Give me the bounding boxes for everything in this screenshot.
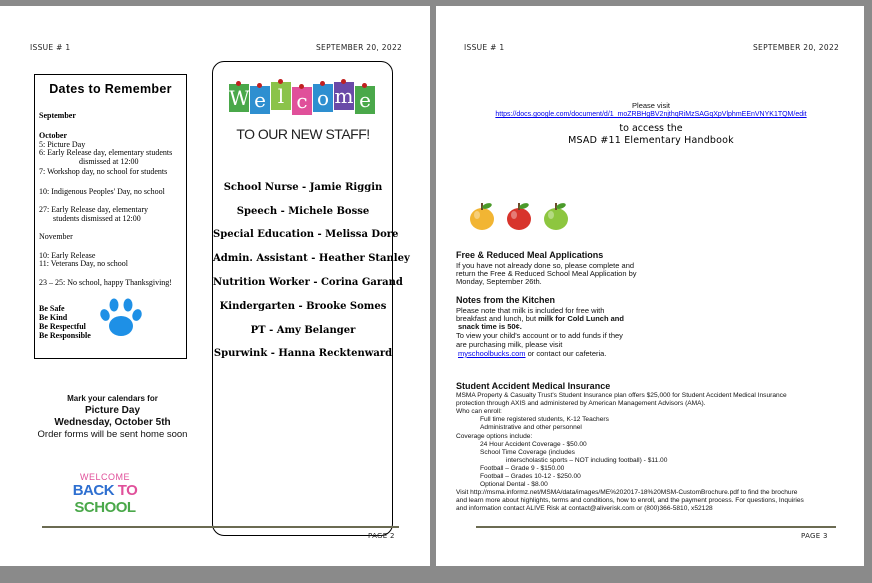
handbook-please: Please visit (632, 101, 670, 110)
month-september: September (39, 111, 76, 120)
logo-welcome: WELCOME (79, 472, 130, 482)
pushpin-icon (341, 79, 346, 84)
staff-item: Special Education - Melissa Dore (213, 229, 399, 240)
welcome-letter: e (359, 88, 371, 112)
kitchen-bold: snack time is 50¢. (458, 322, 522, 331)
rule-line: Be Respectful (39, 322, 86, 331)
welcome-letter: e (254, 88, 266, 112)
welcome-letter: m (334, 84, 354, 108)
dates-to-remember-box (34, 74, 187, 359)
issue-date: SEPTEMBER 20, 2022 (753, 43, 840, 52)
welcome-letter-tile (250, 86, 270, 114)
kitchen-line: Please note that milk is included for free with (456, 306, 605, 315)
date-line: 7: Workshop day, no school for students (39, 167, 168, 176)
calendar-line-1: Mark your calendars for (67, 394, 158, 403)
staff-item: School Nurse - Jamie Riggin (223, 182, 383, 193)
kitchen-bold: milk for Cold Lunch and (538, 314, 624, 323)
welcome-letter: l (277, 84, 285, 108)
welcome-letter-tile (229, 84, 249, 112)
meal-line: Monday, September 26th. (456, 277, 542, 286)
welcome-letter-tile (292, 87, 312, 115)
issue-label: ISSUE # 1 (464, 43, 505, 52)
kitchen-line: To view your child's account or to add funds if they (456, 331, 623, 340)
staff-item: Nutrition Worker - Corina Garand (213, 277, 403, 288)
apple-icon (466, 200, 498, 232)
calendar-line-4: Order forms will be sent home soon (37, 429, 188, 440)
page-2 (0, 6, 430, 566)
welcome-subtitle: TO OUR NEW STAFF! (236, 126, 370, 142)
handbook-link-wrap (456, 111, 846, 118)
insurance-line: Coverage options include: (456, 432, 533, 440)
date-line: 5: Picture Day (39, 140, 86, 149)
dates-title: Dates to Remember (49, 82, 172, 96)
logo-school: SCHOOL (74, 499, 136, 516)
welcome-letter-tile (313, 84, 333, 112)
staff-item: Admin. Assistant - Heather Stanley (213, 253, 410, 264)
date-line: 10: Early Release (39, 251, 96, 260)
meal-heading: Free & Reduced Meal Applications (456, 250, 604, 260)
meal-line: return the Free & Reduced School Meal Application by (456, 269, 637, 278)
rule-line: Be Safe (39, 304, 65, 313)
date-line: 10: Indigenous Peoples' Day, no school (39, 187, 165, 196)
pushpin-icon (278, 79, 283, 84)
staff-item: Spurwink - Hanna Recktenward (213, 348, 393, 359)
staff-item: PT - Amy Belanger (250, 325, 356, 336)
insurance-line: Who can enroll: (456, 408, 502, 416)
rule-line: Be Kind (39, 313, 68, 322)
handbook-title: MSAD #11 Elementary Handbook (568, 135, 734, 146)
page-number: PAGE 3 (801, 532, 828, 540)
pushpin-icon (320, 81, 325, 86)
insurance-line: Full time registered students, K-12 Teachers (480, 416, 609, 424)
pushpin-icon (257, 83, 262, 88)
welcome-letter-tile (271, 82, 291, 110)
paw-print-icon (99, 297, 143, 339)
insurance-heading: Student Accident Medical Insurance (456, 381, 611, 391)
apple-icon (503, 200, 535, 232)
date-line: 6: Early Release day, elementary students (39, 148, 173, 157)
calendar-line-2: Picture Day (84, 405, 141, 416)
meal-line: If you have not already done so, please complete and (456, 261, 635, 270)
insurance-line: Football – Grade 9 - $150.00 (480, 464, 565, 472)
myschoolbucks-link[interactable]: myschoolbucks.com (458, 349, 526, 358)
insurance-line: Administrative and other personnel (480, 424, 582, 432)
handbook-link[interactable]: https://docs.google.com/document/d/1_moZRBHgBV2njthqRiMzSAGqXpVlphmEEnVNYK1TQM/edit (495, 111, 807, 118)
welcome-letter-tile (334, 82, 354, 110)
issue-label: ISSUE # 1 (30, 43, 71, 52)
issue-date: SEPTEMBER 20, 2022 (316, 43, 403, 52)
date-line: students dismissed at 12:00 (53, 214, 141, 223)
apples-image (466, 200, 576, 232)
kitchen-line: breakfast and lunch, but (456, 314, 539, 323)
date-line: dismissed at 12:00 (79, 157, 139, 166)
page-3 (436, 6, 864, 566)
pushpin-icon (236, 81, 241, 86)
page-number: PAGE 2 (368, 532, 395, 540)
rule-line: Be Responsible (39, 331, 91, 340)
date-line: 11: Veterans Day, no school (39, 259, 129, 268)
insurance-line: MSMA Property & Casualty Trust's Student Insurance plan offers $25,000 for Student Accident Medical Insurance (456, 392, 787, 399)
handbook-access: to access the (619, 123, 683, 134)
welcome-banner (229, 84, 379, 114)
kitchen-line: or contact our cafeteria. (525, 349, 607, 358)
logo-back: BACK (72, 482, 115, 499)
pushpin-icon (362, 83, 367, 88)
month-november: November (39, 232, 73, 241)
pushpin-icon (299, 84, 304, 89)
footer-rule (476, 526, 836, 528)
insurance-line: 24 Hour Accident Coverage - $50.00 (480, 440, 587, 448)
insurance-line: Optional Dental - $8.00 (480, 481, 548, 489)
kitchen-line: are purchasing milk, please visit (456, 340, 563, 349)
apple-icon (540, 200, 572, 232)
welcome-letter-tile (355, 86, 375, 114)
welcome-letter: c (296, 89, 308, 113)
welcome-letter: o (316, 86, 330, 110)
footer-rule (42, 526, 399, 528)
month-october: October (39, 131, 67, 140)
insurance-line: School Time Coverage (includes (480, 448, 575, 456)
insurance-line: Football – Grades 10-12 - $250.00 (480, 473, 581, 480)
welcome-letter: W (229, 86, 250, 110)
staff-item: Kindergarten - Brooke Somes (219, 301, 387, 312)
insurance-line: and information contact ALIVE Risk at contact@aliverisk.com or (800)366-5810, x52128 (456, 505, 713, 513)
insurance-line: protection through AXIS and administered by American Management Advisors (AMA). (456, 400, 706, 408)
back-to-school-logo (50, 472, 160, 516)
calendar-line-3: Wednesday, October 5th (54, 417, 171, 428)
date-line: 27: Early Release day, elementary (39, 205, 148, 214)
staff-item: Speech - Michele Bosse (236, 206, 370, 217)
insurance-line: and learn more about highlights, terms and conditions, how to enroll, and the payment process. For questions, Inquiries (456, 497, 804, 505)
kitchen-heading: Notes from the Kitchen (456, 295, 556, 305)
logo-to: TO (117, 482, 138, 499)
insurance-line: interscholastic sports – NOT including football) - $11.00 (506, 456, 668, 464)
insurance-line: Visit http://msma.informz.net/MSMA/data/images/ME%202017-18%20MSM-CustomBrochure.pdf to find the brochure (456, 489, 798, 497)
date-line: 23 – 25: No school, happy Thanksgiving! (39, 278, 172, 287)
